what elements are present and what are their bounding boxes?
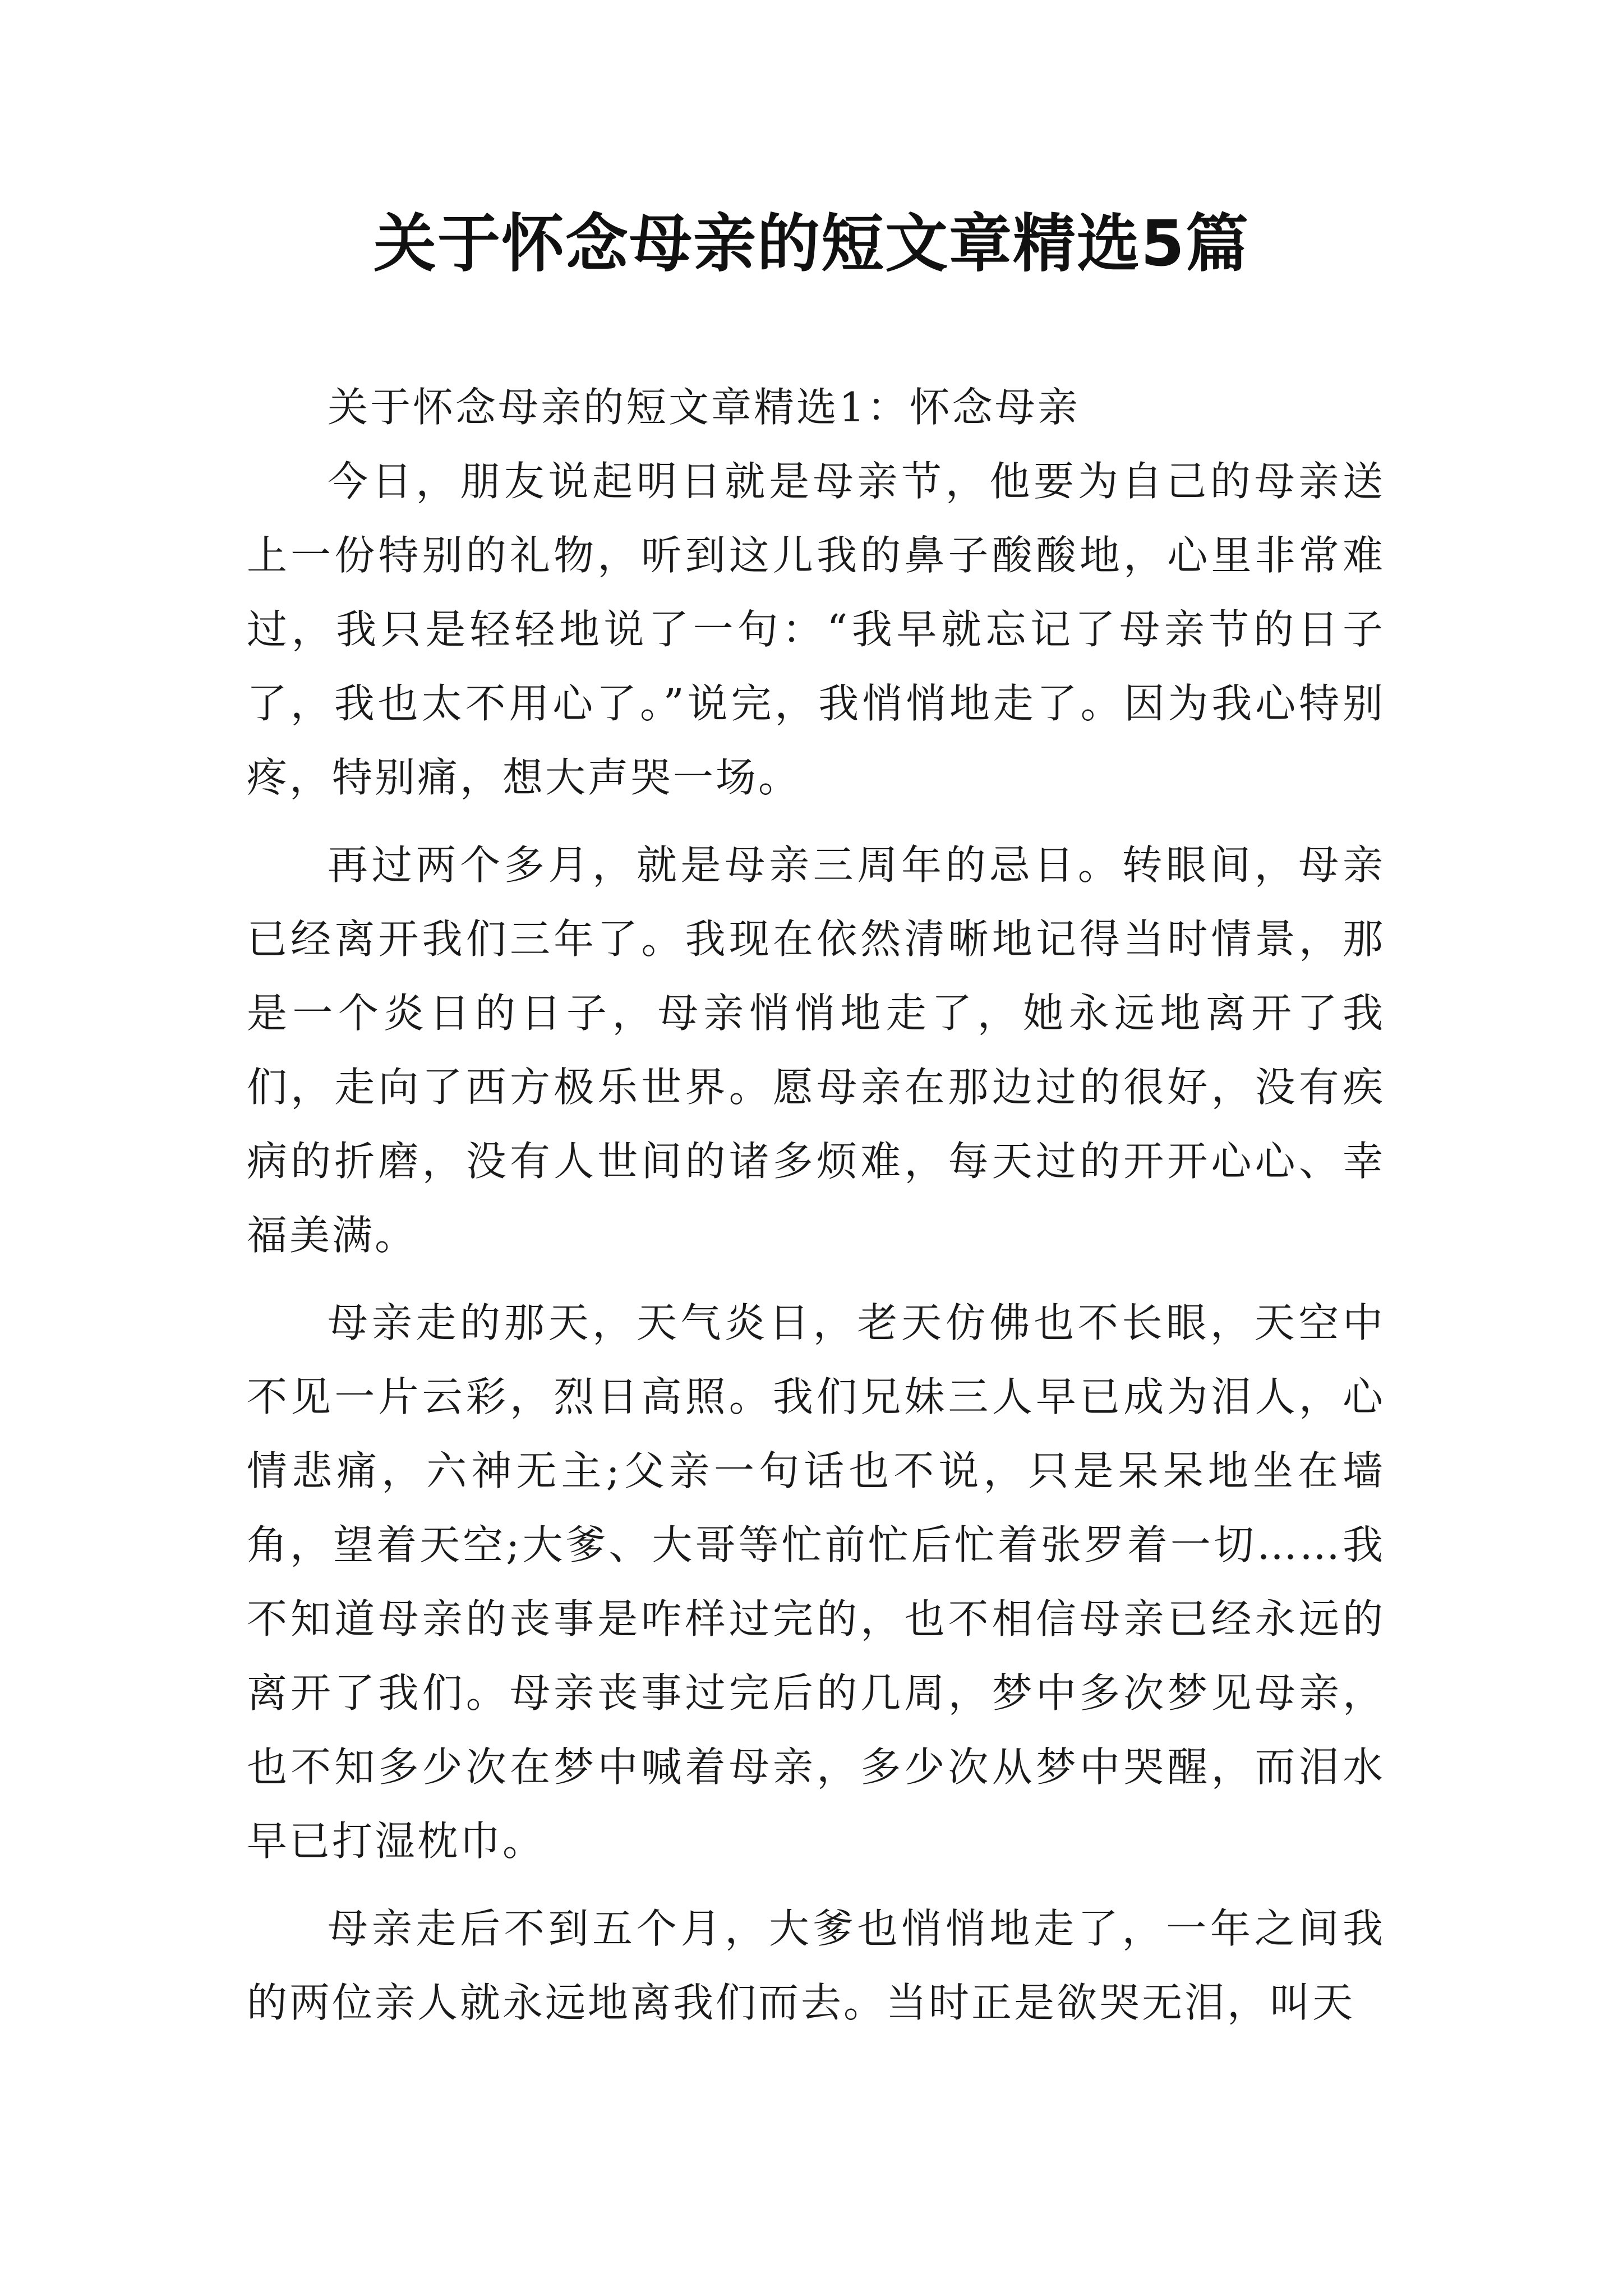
section-heading: 关于怀念母亲的短文章精选1：怀念母亲 <box>328 384 1080 431</box>
document-title: 关于怀念母亲的短文章精选5篇 <box>374 208 1249 280</box>
paragraph: 再过两个多月，就是母亲三周年的忌日。转眼间，母亲已经离开我们三年了。我现在依然清晰地记得当时情景，那是一个炎日的日子，母亲悄悄地走了，她永远地离开了我们，走向了西方极乐世界。愿母亲在那边过的很好，没有疾病的折磨，没有人世间的诸多烦难，每天过的开开心心、幸福美满。 <box>247 841 1385 1259</box>
paragraph: 今日，朋友说起明日就是母亲节，他要为自己的母亲送上一份特别的礼物，听到这儿我的鼻子酸酸地，心里非常难过，我只是轻轻地说了一句：“我早就忘记了母亲节的日子了，我也太不用心了。”说完，我悄悄地走了。因为我心特别疼，特别痛，想大声哭一场。 <box>247 458 1385 801</box>
paragraph: 母亲走后不到五个月，大爹也悄悄地走了，一年之间我的两位亲人就永远地离我们而去。当时正是欲哭无泪，叫天 <box>247 1905 1385 2026</box>
paragraph: 母亲走的那天，天气炎日，老天仿佛也不长眼，天空中不见一片云彩，烈日高照。我们兄妹三人早已成为泪人，心情悲痛，六神无主;父亲一句话也不说，只是呆呆地坐在墙角，望着天空;大爹、大哥等忙前忙后忙着张罗着一切……我不知道母亲的丧事是咋样过完的，也不相信母亲已经永远的离开了我们。母亲丧事过完后的几周，梦中多次梦见母亲，也不知多少次在梦中喊着母亲，多少次从梦中哭醒，而泪水早已打湿枕巾。 <box>247 1299 1385 1865</box>
document-body <box>247 370 1385 2053</box>
